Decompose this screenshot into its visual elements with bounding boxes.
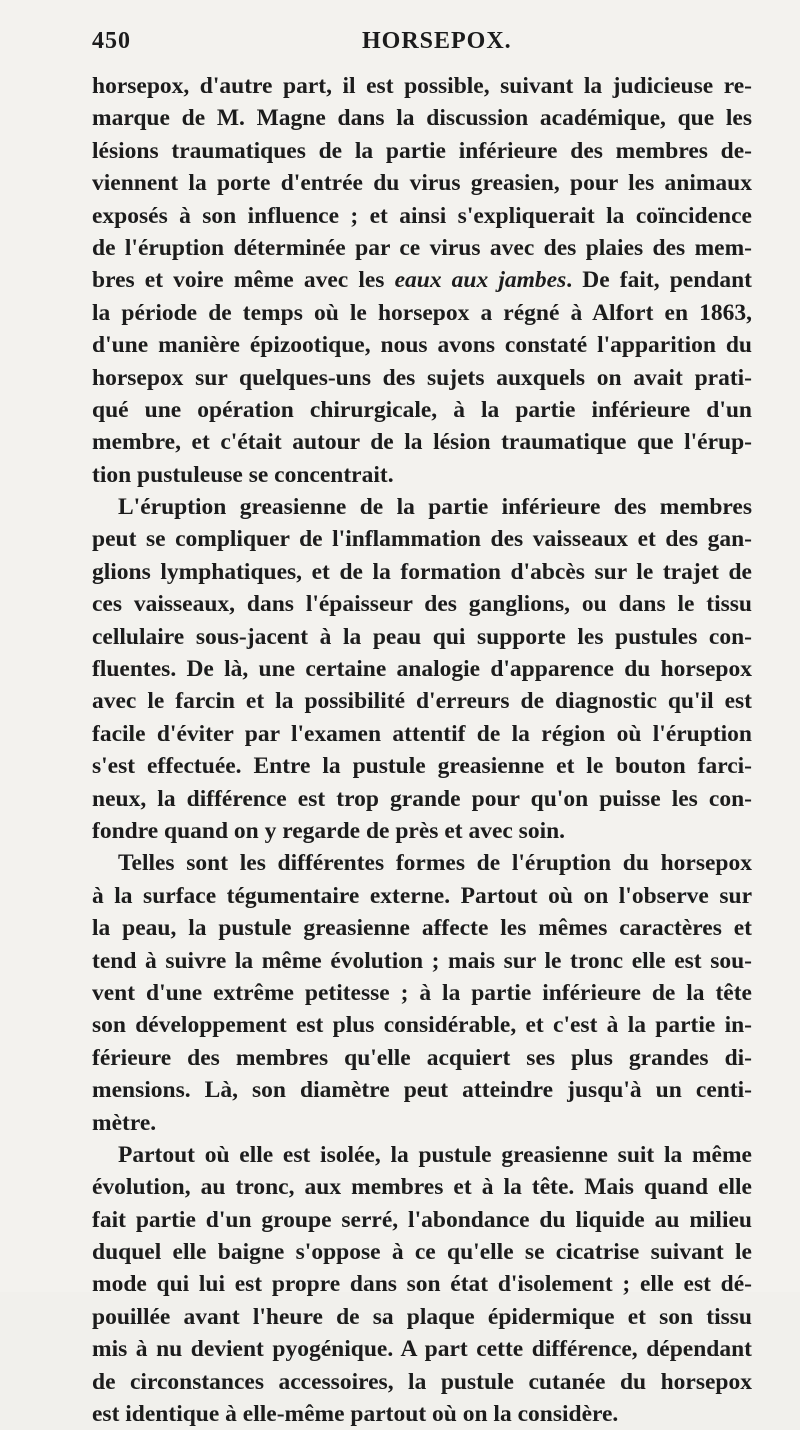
text-line xyxy=(92,426,752,458)
text-line xyxy=(92,783,752,815)
text-segment: duquel elle baigne s'oppose à ce qu'elle se cicatrise suivant le xyxy=(92,1239,752,1266)
body-text xyxy=(92,70,752,1430)
text-line xyxy=(92,459,752,491)
text-line xyxy=(92,685,752,717)
text-line xyxy=(92,750,752,782)
text-line xyxy=(92,491,752,523)
text-line xyxy=(92,1301,752,1333)
italic-term: eaux aux jambes xyxy=(394,267,567,294)
text-segment: est identique à elle-même partout où on la considère. xyxy=(92,1401,619,1428)
text-segment: . De fait, pendant xyxy=(566,267,752,294)
text-segment: horsepox, d'autre part, il est possible, suivant la judicieuse re- xyxy=(92,73,752,99)
text-segment: fondre quand on y regarde de près et avec soin. xyxy=(92,817,566,844)
text-line xyxy=(92,1042,752,1074)
page-header xyxy=(92,28,752,64)
text-line xyxy=(92,1398,752,1430)
text-segment: bres et voire même avec les xyxy=(92,267,395,294)
text-segment: d'une manière épizootique, nous avons constaté l'apparition du xyxy=(92,332,752,359)
text-line xyxy=(92,815,752,847)
text-line xyxy=(92,102,752,134)
text-line xyxy=(92,653,752,685)
text-segment: évolution, au tronc, aux membres et à la tête. Mais quand elle xyxy=(92,1174,752,1201)
text-segment: L'éruption greasienne de la partie inférieure des membres xyxy=(118,494,752,521)
text-line xyxy=(92,1139,752,1171)
text-segment: fait partie d'un groupe serré, l'abondance du liquide au milieu xyxy=(92,1206,752,1233)
text-segment: cellulaire sous-jacent à la peau qui supporte les pustules con- xyxy=(92,623,752,650)
text-segment: lésions traumatiques de la partie inférieure des membres de- xyxy=(92,137,752,164)
text-line xyxy=(92,523,752,555)
running-title: HORSEPOX. xyxy=(362,28,512,54)
text-line xyxy=(92,297,752,329)
text-line xyxy=(92,718,752,750)
text-segment: viennent la porte d'entrée du virus greasien, pour les animaux xyxy=(92,170,752,197)
text-segment: de l'éruption déterminée par ce virus avec des plaies des mem- xyxy=(92,234,752,261)
text-line xyxy=(92,588,752,620)
text-segment: mis à nu devient pyogénique. A part cette différence, dépendant xyxy=(92,1336,752,1363)
text-line xyxy=(92,945,752,977)
text-segment: férieure des membres qu'elle acquiert ses plus grandes di- xyxy=(92,1044,752,1071)
text-segment: glions lymphatiques, et de la formation d'abcès sur le trajet de xyxy=(92,558,752,585)
text-segment: mensions. Là, son diamètre peut atteindre jusqu'à un centi- xyxy=(92,1077,752,1104)
text-segment: Telles sont les différentes formes de l'éruption du horsepox xyxy=(118,850,752,877)
text-segment: ces vaisseaux, dans l'épaisseur des ganglions, ou dans le tissu xyxy=(92,591,752,618)
page-number: 450 xyxy=(92,28,131,54)
text-segment: tend à suivre la même évolution ; mais sur le tronc elle est sou- xyxy=(92,947,752,974)
text-segment: s'est effectuée. Entre la pustule greasienne et le bouton farci- xyxy=(92,753,752,780)
text-segment: peut se compliquer de l'inflammation des vaisseaux et des gan- xyxy=(92,526,752,553)
text-segment: Partout où elle est isolée, la pustule greasienne suit la même xyxy=(118,1141,752,1168)
text-segment: la peau, la pustule greasienne affecte les mêmes caractères et xyxy=(92,915,752,942)
text-segment: neux, la différence est trop grande pour qu'on puisse les con- xyxy=(92,785,752,812)
text-line xyxy=(92,1074,752,1106)
text-line xyxy=(92,912,752,944)
text-segment: vent d'une extrême petitesse ; à la partie inférieure de la tête xyxy=(92,979,752,1006)
text-line xyxy=(92,621,752,653)
text-segment: tion pustuleuse se concentrait. xyxy=(92,461,394,488)
text-segment: mode qui lui est propre dans son état d'isolement ; elle est dé- xyxy=(92,1271,752,1298)
text-line xyxy=(92,329,752,361)
text-line xyxy=(92,70,752,102)
text-line xyxy=(92,1268,752,1300)
text-line xyxy=(92,394,752,426)
text-line xyxy=(92,135,752,167)
text-segment: marque de M. Magne dans la discussion académique, que les xyxy=(92,105,752,132)
text-line xyxy=(92,1171,752,1203)
text-segment: son développement est plus considérable, et c'est à la partie in- xyxy=(92,1012,752,1039)
text-line xyxy=(92,1009,752,1041)
text-line xyxy=(92,1236,752,1268)
text-line xyxy=(92,1333,752,1365)
text-segment: à la surface tégumentaire externe. Partout où on l'observe sur xyxy=(92,882,752,909)
text-line xyxy=(92,200,752,232)
text-line xyxy=(92,556,752,588)
text-segment: horsepox sur quelques-uns des sujets auxquels on avait prati- xyxy=(92,364,752,391)
text-segment: facile d'éviter par l'examen attentif de la région où l'éruption xyxy=(92,720,752,747)
text-segment: de circonstances accessoires, la pustule cutanée du horsepox xyxy=(92,1368,752,1395)
text-line xyxy=(92,1107,752,1139)
text-line xyxy=(92,847,752,879)
text-segment: qué une opération chirurgicale, à la partie inférieure d'un xyxy=(92,396,752,423)
text-segment: membre, et c'était autour de la lésion traumatique que l'érup- xyxy=(92,429,752,456)
text-line xyxy=(92,362,752,394)
text-line xyxy=(92,264,752,296)
text-line xyxy=(92,167,752,199)
text-line xyxy=(92,1204,752,1236)
text-segment: pouillée avant l'heure de sa plaque épidermique et son tissu xyxy=(92,1303,752,1330)
text-segment: mètre. xyxy=(92,1109,157,1136)
text-line xyxy=(92,232,752,264)
text-segment: fluentes. De là, une certaine analogie d'apparence du horsepox xyxy=(92,656,752,683)
text-line xyxy=(92,880,752,912)
text-line xyxy=(92,1366,752,1398)
text-segment: exposés à son influence ; et ainsi s'expliquerait la coïncidence xyxy=(92,202,752,229)
text-segment: la période de temps où le horsepox a régné à Alfort en 1863, xyxy=(92,299,752,326)
text-segment: avec le farcin et la possibilité d'erreurs de diagnostic qu'il est xyxy=(92,688,752,715)
text-line xyxy=(92,977,752,1009)
